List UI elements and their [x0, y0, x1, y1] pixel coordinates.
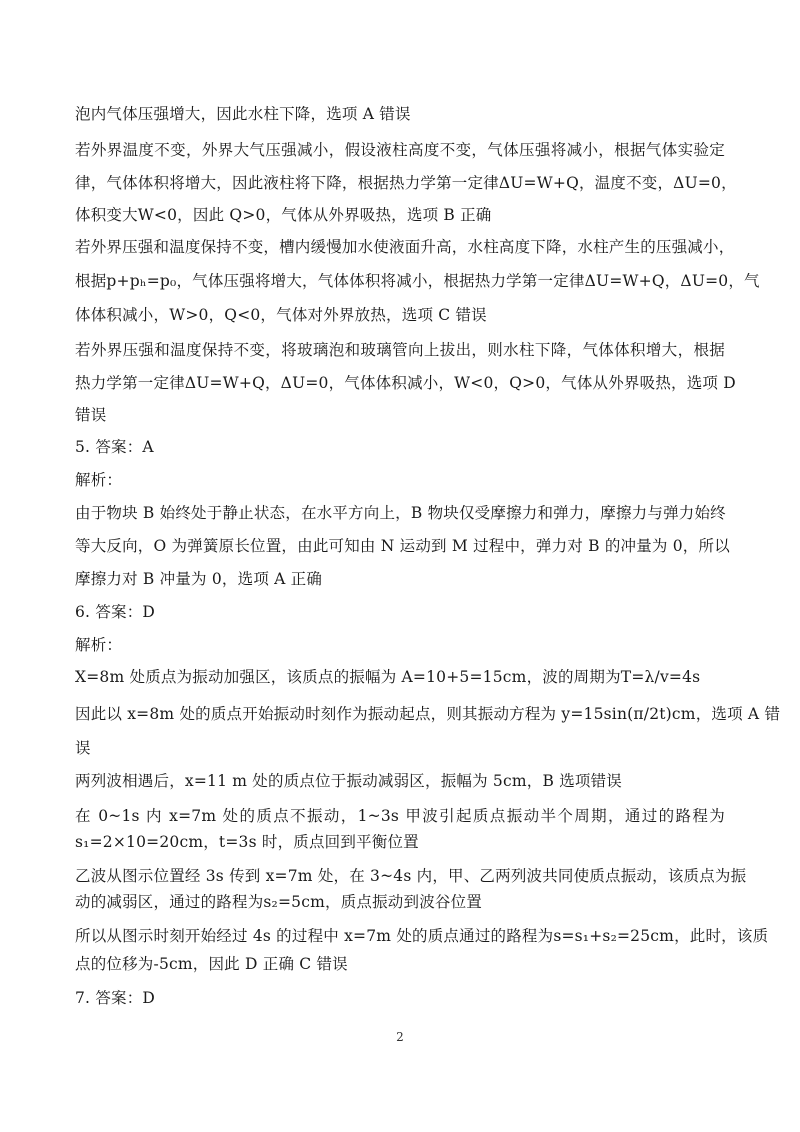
text-line: s₁=2×10=20cm，t=3s 时，质点回到平衡位置 — [75, 833, 419, 851]
text-line: 根据p+pₕ=p₀，气体压强将增大，气体体积将减小，根据热力学第一定律ΔU=W+Q，ΔU=0，气 — [75, 272, 760, 290]
text-line: 乙波从图示位置经 3s 传到 x=7m 处，在 3~4s 内，甲、乙两列波共同使质点振动，该质点为振 — [75, 867, 747, 885]
text-line: 泡内气体压强增大，因此水柱下降，选项 A 错误 — [75, 105, 411, 123]
text-line: 所以从图示时刻开始经过 4s 的过程中 x=7m 处的质点通过的路程为s=s₁+s₂=25cm，此时，该质 — [75, 927, 769, 945]
text-line: 若外界温度不变，外界大气压强减小，假设液柱高度不变，气体压强将减小，根据气体实验定 — [75, 141, 725, 159]
text-line: 体积变大W<0，因此 Q>0，气体从外界吸热，选项 B 正确 — [75, 206, 492, 224]
text-line: 若外界压强和温度保持不变，将玻璃泡和玻璃管向上拔出，则水柱下降，气体体积增大，根据 — [75, 341, 725, 359]
text-line: 由于物块 B 始终处于静止状态，在水平方向上，B 物块仅受摩擦力和弹力，摩擦力与弹力始终 — [75, 504, 726, 522]
text-line: 热力学第一定律ΔU=W+Q，ΔU=0，气体体积减小，W<0，Q>0，气体从外界吸热，选项 D — [75, 374, 736, 392]
analysis-heading: 解析： — [75, 471, 123, 489]
text-line: 若外界压强和温度保持不变，槽内缓慢加水使液面升高，水柱高度下降，水柱产生的压强减小， — [75, 238, 735, 256]
analysis-heading: 解析： — [75, 636, 123, 654]
text-line: 误 — [75, 739, 91, 757]
text-line: X=8m 处质点为振动加强区，该质点的振幅为 A=10+5=15cm，波的周期为T=λ/v=4s — [75, 668, 701, 686]
text-line: 在 0~1s 内 x=7m 处的质点不振动，1~3s 甲波引起质点振动半个周期，通过的路程为 — [75, 807, 725, 825]
text-line: 因此以 x=8m 处的质点开始振动时刻作为振动起点，则其振动方程为 y=15sin(π/2t)cm，选项 A 错 — [75, 705, 781, 723]
answer-heading: 6. 答案：D — [75, 603, 156, 621]
page-number: 2 — [396, 1030, 404, 1044]
text-line: 动的减弱区，通过的路程为s₂=5cm，质点振动到波谷位置 — [75, 893, 482, 911]
answer-heading: 7. 答案：D — [75, 989, 156, 1007]
answer-heading: 5. 答案：A — [75, 438, 154, 456]
text-line: 体体积减小，W>0，Q<0，气体对外界放热，选项 C 错误 — [75, 306, 487, 324]
text-line: 点的位移为-5cm，因此 D 正确 C 错误 — [75, 955, 348, 973]
text-line: 律，气体体积将增大，因此液柱将下降，根据热力学第一定律ΔU=W+Q，温度不变，ΔU=0， — [75, 174, 737, 192]
text-line: 错误 — [75, 406, 107, 424]
text-line: 等大反向，O 为弹簧原长位置，由此可知由 N 运动到 M 过程中，弹力对 B 的冲量为 0，所以 — [75, 537, 730, 555]
text-line: 摩擦力对 B 冲量为 0，选项 A 正确 — [75, 570, 323, 588]
text-line: 两列波相遇后，x=11 m 处的质点位于振动减弱区，振幅为 5cm，B 选项错误 — [75, 772, 622, 790]
